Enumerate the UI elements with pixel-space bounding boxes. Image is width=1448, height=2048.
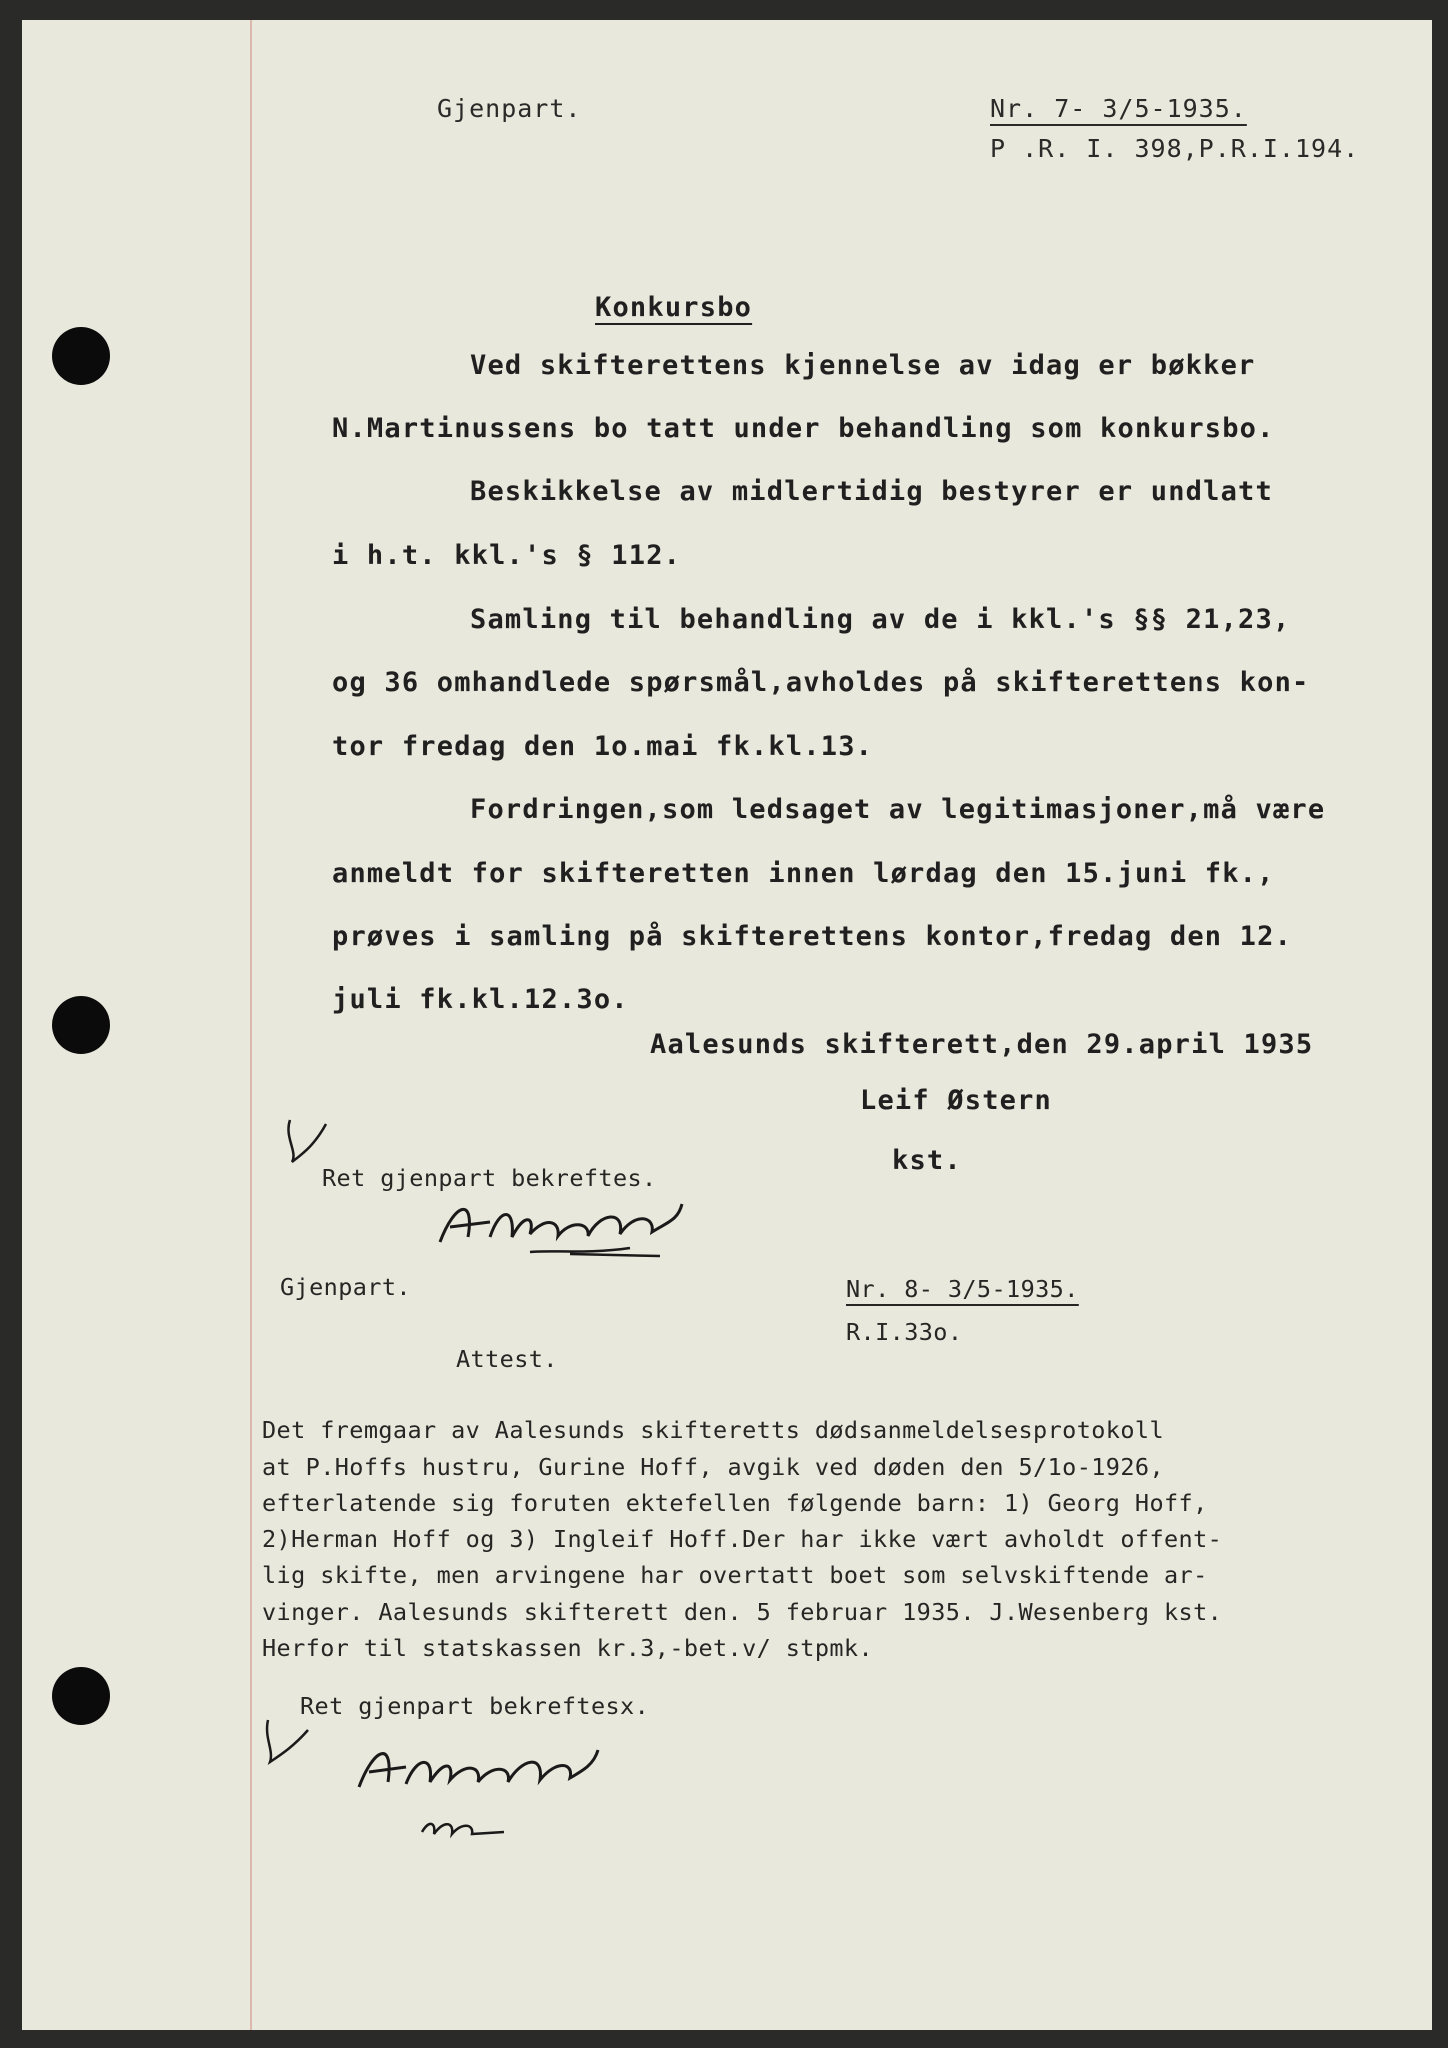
doc2-certification: Ret gjenpart bekreftesx. xyxy=(300,1692,650,1720)
doc1-line-2: N.Martinussens bo tatt under behandling som konkursbo. xyxy=(332,413,1275,444)
punch-hole-middle xyxy=(52,996,110,1054)
doc2-line-4: 2)Herman Hoff og 3) Ingleif Hoff.Der har ikke vært avholdt offent- xyxy=(262,1525,1223,1553)
doc1-line-1: Ved skifterettens kjennelse av idag er bøkker xyxy=(470,350,1256,381)
doc1-certification: Ret gjenpart bekreftes. xyxy=(322,1164,657,1192)
doc1-reference: P .R. I. 398,P.R.I.194. xyxy=(990,134,1360,163)
doc1-line-8: Fordringen,som ledsaget av legitimasjoner,må være xyxy=(470,794,1326,825)
doc2-line-5: lig skifte, men arvingene har overtatt boet som selvskiftende ar- xyxy=(262,1561,1208,1589)
doc2-line-6: vinger. Aalesunds skifterett den. 5 februar 1935. J.Wesenberg kst. xyxy=(262,1598,1223,1626)
doc1-line-7: tor fredag den 1o.mai fk.kl.13. xyxy=(332,731,874,762)
doc2-reference: R.I.33o. xyxy=(846,1318,963,1346)
doc1-line-3: Beskikkelse av midlertidig bestyrer er undlatt xyxy=(470,476,1273,507)
doc2-title: Attest. xyxy=(456,1345,558,1373)
doc1-signer-title: kst. xyxy=(892,1145,962,1176)
document-page xyxy=(22,20,1432,2030)
doc2-number: Nr. 8- 3/5-1935. xyxy=(846,1275,1079,1303)
handwritten-initial-2 xyxy=(260,1710,320,1770)
doc1-signer: Leif Østern xyxy=(860,1085,1053,1116)
punch-hole-bottom xyxy=(52,1667,110,1725)
doc2-line-7: Herfor til statskassen kr.3,-bet.v/ stpmk. xyxy=(262,1634,874,1662)
doc1-line-5: Samling til behandling av de i kkl.'s §§ 21,23, xyxy=(470,604,1291,635)
doc2-line-1: Det fremgaar av Aalesunds skifteretts dødsanmeldelsesprotokoll xyxy=(262,1416,1164,1444)
doc1-line-6: og 36 omhandlede spørsmål,avholdes på skifterettens kon- xyxy=(332,667,1310,698)
doc1-line-9: anmeldt for skifteretten innen lørdag den 15.juni fk., xyxy=(332,858,1275,889)
doc1-place-date: Aalesunds skifterett,den 29.april 1935 xyxy=(650,1029,1314,1060)
doc2-line-3: efterlatende sig foruten ektefellen følgende barn: 1) Georg Hoff, xyxy=(262,1489,1208,1517)
handwritten-signature-2 xyxy=(344,1732,644,1852)
doc2-left-header: Gjenpart. xyxy=(280,1273,411,1301)
doc1-line-11: juli fk.kl.12.3o. xyxy=(332,984,629,1015)
doc1-number: Nr. 7- 3/5-1935. xyxy=(990,94,1247,123)
doc1-line-10: prøves i samling på skifterettens kontor,fredag den 12. xyxy=(332,921,1293,952)
handwritten-initial-1 xyxy=(280,1112,340,1172)
doc1-left-header: Gjenpart. xyxy=(437,94,582,123)
doc1-line-4: i h.t. kkl.'s § 112. xyxy=(332,540,682,571)
margin-line xyxy=(250,20,252,2030)
doc1-title: Konkursbo xyxy=(595,292,753,323)
doc2-line-2: at P.Hoffs hustru, Gurine Hoff, avgik ved døden den 5/1o-1926, xyxy=(262,1453,1164,1481)
punch-hole-top xyxy=(52,327,110,385)
handwritten-signature-1 xyxy=(420,1192,740,1272)
